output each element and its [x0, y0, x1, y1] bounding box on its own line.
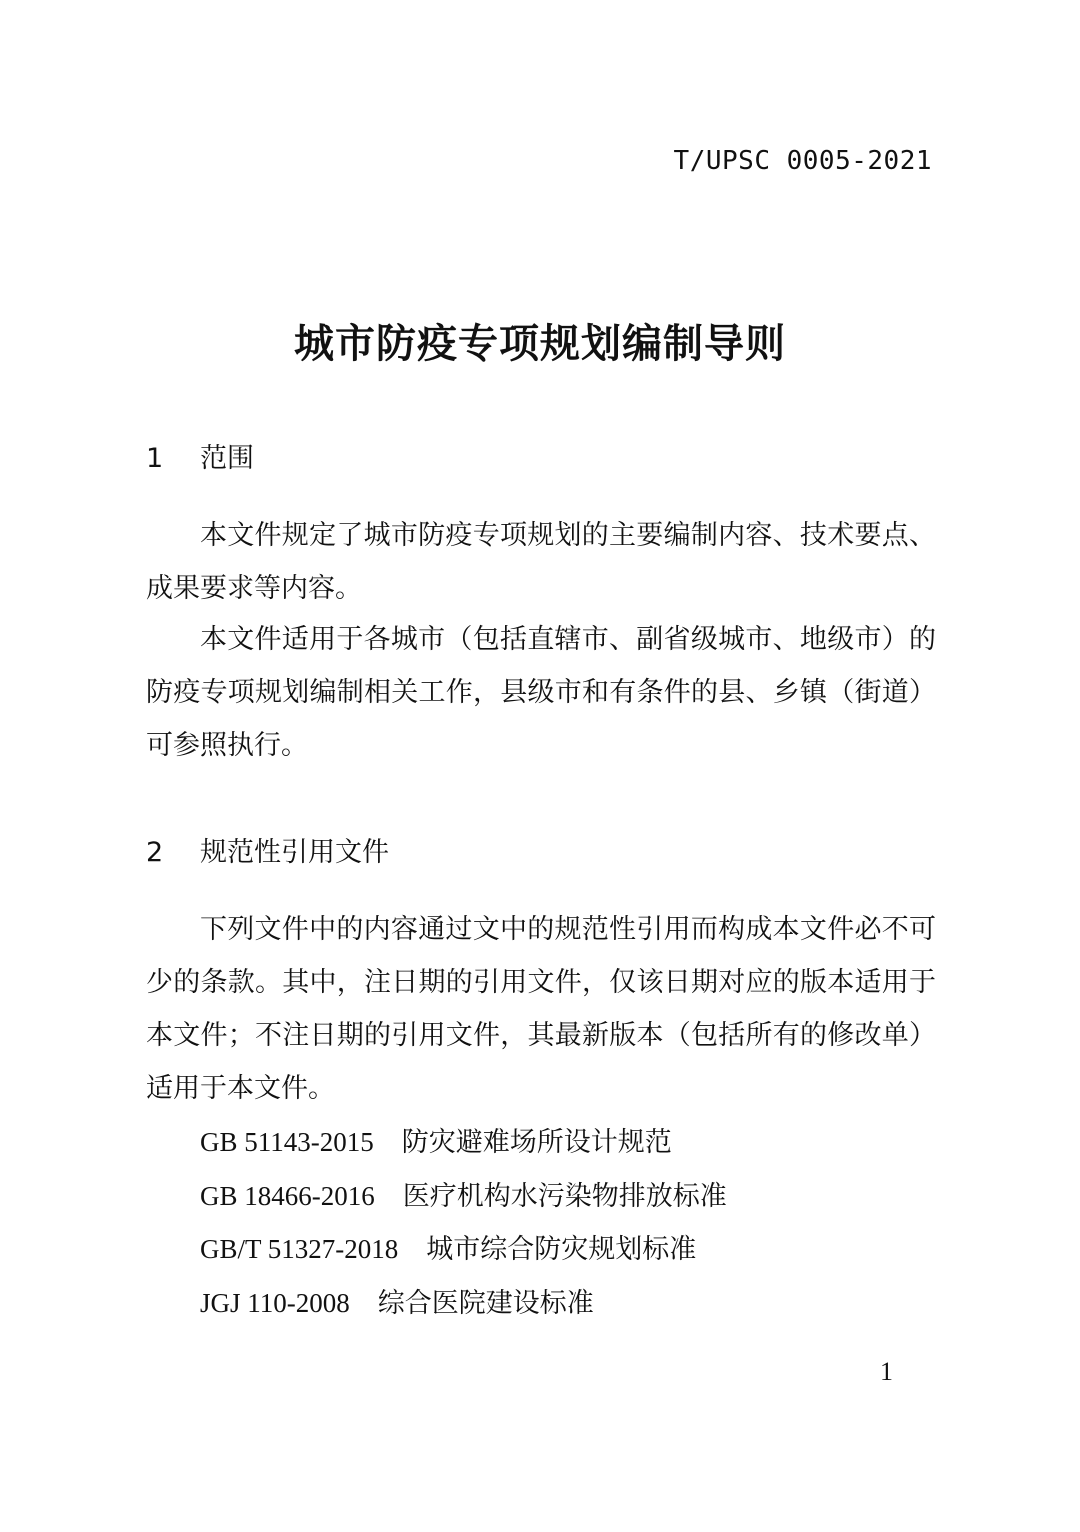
reference-name: 防灾避难场所设计规范	[401, 1127, 672, 1158]
reference-code: GB 18466-2016	[200, 1180, 375, 1211]
reference-item	[200, 1277, 727, 1331]
reference-name: 医疗机构水污染物排放标准	[402, 1180, 727, 1212]
section-1-number: 1	[146, 443, 164, 474]
reference-list	[200, 1116, 727, 1330]
reference-item	[200, 1116, 727, 1170]
reference-item	[200, 1170, 727, 1224]
section-2-paragraph-1: 下列文件中的内容通过文中的规范性引用而构成本文件必不可少的条款。其中，注日期的引用文件，仅该日期对应的版本适用于本文件；不注日期的引用文件，其最新版本（包括所有的修改单）适用于本文件。	[146, 914, 936, 1104]
reference-item	[200, 1223, 727, 1277]
reference-name: 综合医院建设标准	[377, 1287, 594, 1319]
section-2-title: 规范性引用文件	[200, 837, 389, 868]
section-1-paragraph-1: 本文件规定了城市防疫专项规划的主要编制内容、技术要点、成果要求等内容。	[146, 520, 936, 604]
page-number: 1	[880, 1357, 893, 1386]
section-2-number: 2	[146, 837, 164, 868]
reference-name: 城市综合防灾规划标准	[426, 1234, 697, 1265]
section-2-heading	[146, 830, 389, 869]
reference-code: JGJ 110-2008	[200, 1287, 350, 1318]
reference-code: GB/T 51327-2018	[200, 1234, 399, 1264]
document-title: 城市防疫专项规划编制导则	[294, 321, 786, 367]
document-code: T/UPSC 0005-2021	[673, 146, 932, 176]
section-1-paragraph-2: 本文件适用于各城市（包括直辖市、副省级城市、地级市）的防疫专项规划编制相关工作，县级市和有条件的县、乡镇（街道）可参照执行。	[146, 624, 936, 761]
section-1-title: 范围	[200, 443, 254, 474]
section-1-heading	[146, 436, 254, 475]
reference-code: GB 51143-2015	[200, 1127, 374, 1157]
